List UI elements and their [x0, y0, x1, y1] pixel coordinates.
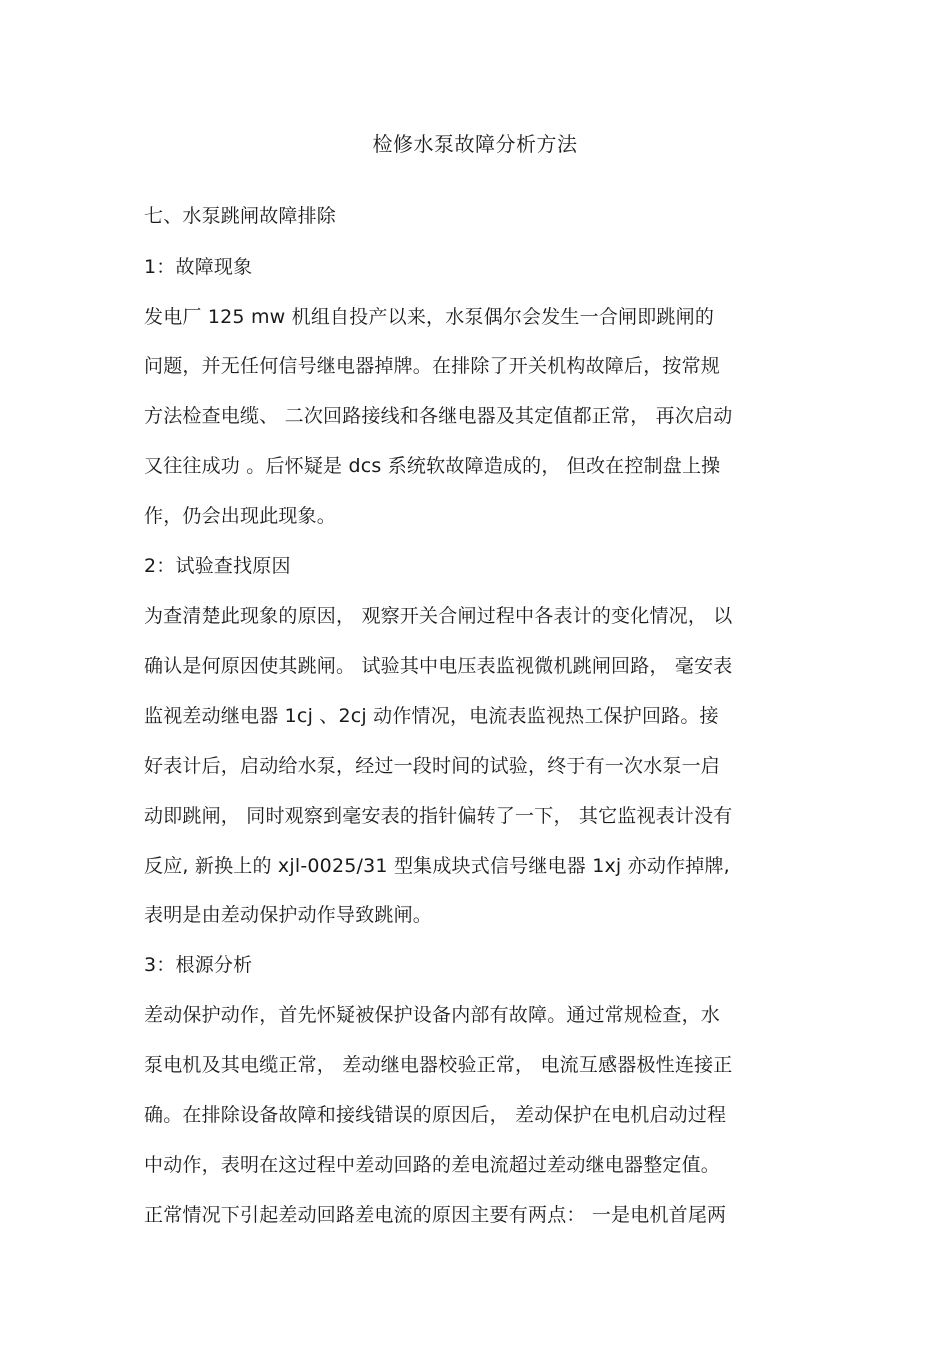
paragraph-line: 动即跳闸， 同时观察到毫安表的指针偏转了一下， 其它监视表计没有 — [144, 805, 733, 827]
paragraph-line: 又往往成功 。后怀疑是 dcs 系统软故障造成的， 但改在控制盘上操 — [144, 455, 721, 477]
subheading-3: 3：根源分析 — [144, 954, 253, 976]
paragraph-line: 为查清楚此现象的原因， 观察开关合闸过程中各表计的变化情况， 以 — [144, 605, 733, 627]
subheading-2: 2：试验查找原因 — [144, 555, 291, 577]
subheading-1: 1：故障现象 — [144, 256, 253, 278]
paragraph-line: 差动保护动作，首先怀疑被保护设备内部有故障。通过常规检查，水 — [144, 1004, 721, 1026]
paragraph-line: 确。在排除设备故障和接线错误的原因后， 差动保护在电机启动过程 — [144, 1104, 727, 1126]
paragraph-line: 监视差动继电器 1cj 、2cj 动作情况，电流表监视热工保护回路。接 — [144, 705, 719, 727]
paragraph-line: 确认是何原因使其跳闸。 试验其中电压表监视微机跳闸回路， 毫安表 — [144, 655, 733, 677]
paragraph-line: 方法检查电缆、 二次回路接线和各继电器及其定值都正常， 再次启动 — [144, 405, 733, 427]
paragraph-line: 反应, 新换上的 xjl-0025/31 型集成块式信号继电器 1xj 亦动作掉牌, — [144, 855, 730, 877]
paragraph-line: 作，仍会出现此现象。 — [144, 505, 337, 527]
paragraph-line: 中动作，表明在这过程中差动回路的差电流超过差动继电器整定值。 — [144, 1154, 721, 1176]
paragraph-line: 泵电机及其电缆正常， 差动继电器校验正常， 电流互感器极性连接正 — [144, 1054, 733, 1076]
paragraph-line: 好表计后，启动给水泵，经过一段时间的试验，终于有一次水泵一启 — [144, 755, 721, 777]
paragraph-line: 表明是由差动保护动作导致跳闸。 — [144, 904, 433, 926]
paragraph-line: 问题，并无任何信号继电器掉牌。在排除了开关机构故障后，按常规 — [144, 355, 721, 377]
paragraph-line: 发电厂 125 mw 机组自投产以来，水泵偶尔会发生一合闸即跳闸的 — [144, 306, 715, 328]
document-title: 检修水泵故障分析方法 — [372, 132, 578, 156]
section-heading-7: 七、水泵跳闸故障排除 — [144, 205, 337, 227]
paragraph-line: 正常情况下引起差动回路差电流的原因主要有两点： 一是电机首尾两 — [144, 1204, 727, 1226]
